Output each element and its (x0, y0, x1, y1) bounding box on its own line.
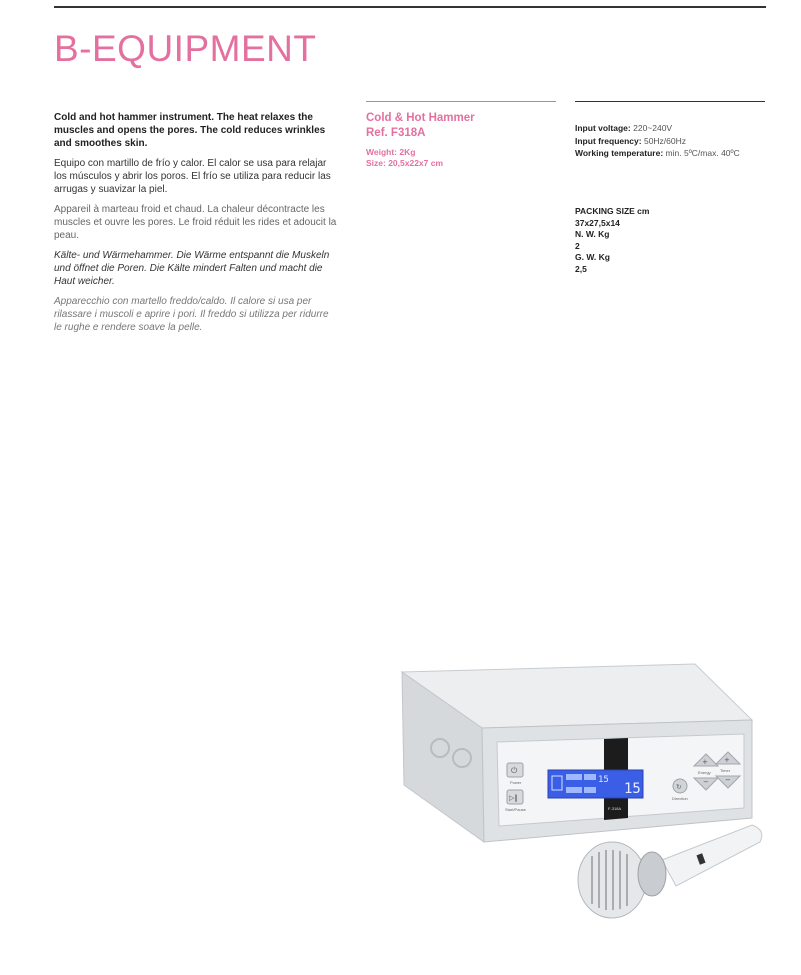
gross-weight-label: G. W. Kg (575, 252, 610, 262)
display-segment (584, 787, 596, 793)
specs-list (575, 122, 740, 160)
description-italian: Apparecchio con martello freddo/caldo. Il calore si usa per rilassare i muscoli e aprire i pori. Il freddo si utilizza per ridurre le rughe e rendere soave la pelle. (54, 296, 329, 333)
packing-size: 37x27,5x14 (575, 217, 620, 228)
top-rule (54, 6, 766, 8)
device-photo (400, 660, 770, 922)
display-segment (584, 774, 596, 780)
direction-label: Direction (672, 796, 688, 801)
page-title: B-EQUIPMENT (54, 28, 317, 69)
spec-value: 220~240V (633, 123, 673, 133)
specs-rule (575, 101, 765, 102)
product-description (54, 111, 337, 341)
play-pause-icon: ▷‖ (509, 794, 518, 802)
display-timer-value: 15 (624, 781, 641, 797)
packing-info (575, 206, 649, 275)
product-rule (366, 101, 556, 102)
timer-down-icon: − (725, 776, 731, 784)
spec-value: 50Hz/60Hz (643, 135, 687, 146)
packing-title: PACKING SIZE cm (575, 206, 650, 216)
energy-up-icon: + (702, 758, 708, 766)
description-spanish: Equipo con martillo de frío y calor. El calor se usa para relajar los músculos y abrir los poros. El frío se utiliza para reducir las arrugas y suavizar la piel. (54, 158, 331, 195)
model-label: F-318A (608, 806, 622, 811)
spec-row-voltage (575, 122, 740, 135)
timer-label: Timer (720, 768, 731, 773)
description-english: Cold and hot hammer instrument. The heat relaxes the muscles and opens the pores. The cold reduces wrinkles and smoothes skin. (54, 112, 326, 149)
description-french: Appareil à marteau froid et chaud. La chaleur décontracte les muscles et ouvre les pores. Le froid réduit les rides et adoucit la peau. (54, 204, 337, 241)
hammer-plate (638, 852, 666, 896)
product-ref: Ref. F318A (366, 127, 426, 139)
product-weight: Weight: 2Kg (366, 147, 416, 157)
net-weight-label: N. W. Kg (575, 229, 610, 239)
energy-down-icon: − (703, 778, 709, 786)
spec-value: min. 5ºC/max. 40ºC (665, 148, 740, 158)
energy-label: Energy (698, 770, 711, 775)
net-weight-value: 2 (575, 240, 580, 251)
gross-weight-value: 2,5 (575, 263, 587, 274)
direction-icon: ↻ (676, 783, 682, 791)
spec-label: Input voltage: (575, 123, 631, 133)
power-label: Power (510, 780, 522, 785)
spec-label: Working temperature: (575, 148, 664, 158)
hammer-handle (662, 825, 762, 886)
product-size: Size: 20,5x22x7 cm (366, 158, 444, 168)
spec-label: Input frequency: (575, 135, 642, 146)
spec-row-frequency (575, 135, 740, 148)
timer-up-icon: + (724, 756, 730, 764)
display-segment (566, 787, 582, 793)
display-energy-value: 15 (598, 775, 609, 785)
product-name: Cold & Hot Hammer (366, 112, 475, 124)
display-segment (566, 774, 582, 780)
description-german: Kälte- und Wärmehammer. Die Wärme entspannt die Muskeln und öffnet die Poren. Die Kälte mindert Falten und macht die Haut weicher. (54, 250, 330, 287)
power-icon: ⏻ (511, 766, 518, 775)
start-pause-label: Start/Pause (505, 807, 526, 812)
spec-row-temperature (575, 147, 740, 160)
